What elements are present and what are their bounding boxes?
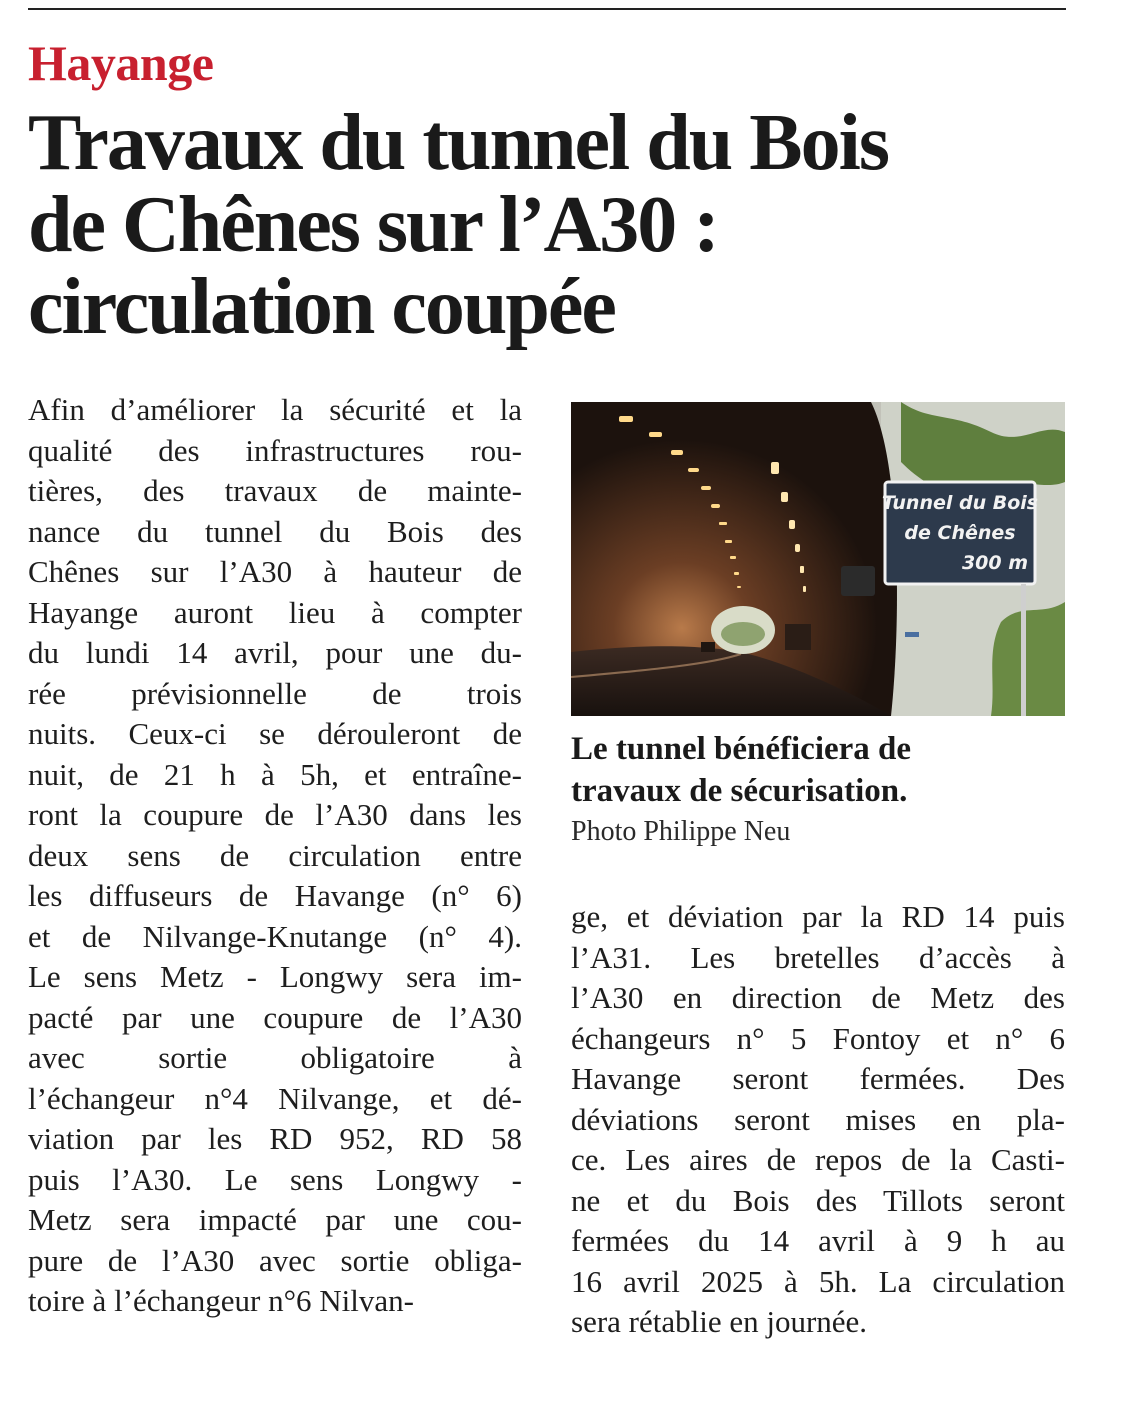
wall-marker [905,632,919,637]
body-line: ge, et déviation par la RD 14 puis [571,899,1065,934]
headline-line: circulation coupée [28,263,615,351]
headline-line: Travaux du tunnel du Bois [28,99,888,187]
tunnel-exit-greenery [721,622,765,646]
truck [785,624,811,650]
body-line: toire à l’échangeur n°6 Nilvan- [28,1283,414,1318]
body-line: ne et du Bois des Tillots seront [571,1182,1065,1218]
body-line: Havange seront fermées. Des [571,1061,1065,1096]
body-line: Afin d’améliorer la sécurité et la [28,392,522,427]
body-line: nuit, de 21 h à 5h, et entraîne- [28,756,522,792]
body-column-right [571,897,1065,1343]
body-line: pure de l’A30 avec sortie obliga- [28,1242,522,1278]
sign-line: Tunnel du Bois [881,492,1039,514]
tunnel-illustration [571,402,1065,716]
body-line: Metz sera impacté par une cou- [28,1202,522,1237]
body-line: nance du tunnel du Bois des [28,513,522,549]
body-line: puis l’A30. Le sens Longwy - [28,1161,522,1197]
body-line: tières, des travaux de mainte- [28,473,522,508]
headline [28,99,1088,351]
photo-caption [571,728,1065,812]
tunnel-photo [571,402,1065,716]
body-line: pacté par une coupure de l’A30 [28,999,522,1035]
car [701,642,715,652]
body-line: échangeurs n° 5 Fontoy et n° 6 [571,1020,1065,1056]
body-line: nuits. Ceux-ci se dérouleront de [28,716,522,751]
sign-post [1021,584,1026,716]
body-line: viation par les RD 952, RD 58 [28,1121,522,1156]
body-line: les diffuseurs de Havange (n° 6) [28,878,522,913]
body-line: rée prévisionnelle de trois [28,675,522,711]
traffic-signal [841,566,875,596]
body-line: qualité des infrastructures rou- [28,432,522,468]
body-line: l’A31. Les bretelles d’accès à [571,939,1065,975]
headline-line: de Chênes sur l’A30 : [28,181,718,269]
section-kicker: Hayange [28,35,214,91]
body-line: Le sens Metz - Longwy sera im- [28,959,522,994]
body-line: ront la coupure de l’A30 dans les [28,797,522,832]
body-line: Chênes sur l’A30 à hauteur de [28,554,522,589]
body-line: deux sens de circulation entre [28,837,522,873]
top-rule [28,8,1066,10]
body-line: du lundi 14 avril, pour une du- [28,635,522,670]
body-line: l’échangeur n°4 Nilvange, et dé- [28,1080,522,1116]
caption-line: travaux de sécurisation. [571,773,908,809]
body-line: déviations seront mises en pla- [571,1101,1065,1137]
caption-line: Le tunnel bénéficiera de [571,731,912,767]
photo-credit: Photo Philippe Neu [571,816,791,847]
sign-line: de Chênes [904,522,1016,544]
body-line: avec sortie obligatoire à [28,1040,522,1075]
body-line: 16 avril 2025 à 5h. La circulation [571,1263,1065,1299]
sign-line: 300 m [961,552,1029,574]
body-column-left [28,390,522,1322]
body-line: Hayange auront lieu à compter [28,594,522,630]
body-line: sera rétablie en journée. [571,1304,868,1339]
body-line: fermées du 14 avril à 9 h au [571,1223,1065,1258]
body-line: ce. Les aires de repos de la Casti- [571,1142,1065,1177]
body-line: l’A30 en direction de Metz des [571,980,1065,1015]
body-line: et de Nilvange-Knutange (n° 4). [28,918,522,954]
